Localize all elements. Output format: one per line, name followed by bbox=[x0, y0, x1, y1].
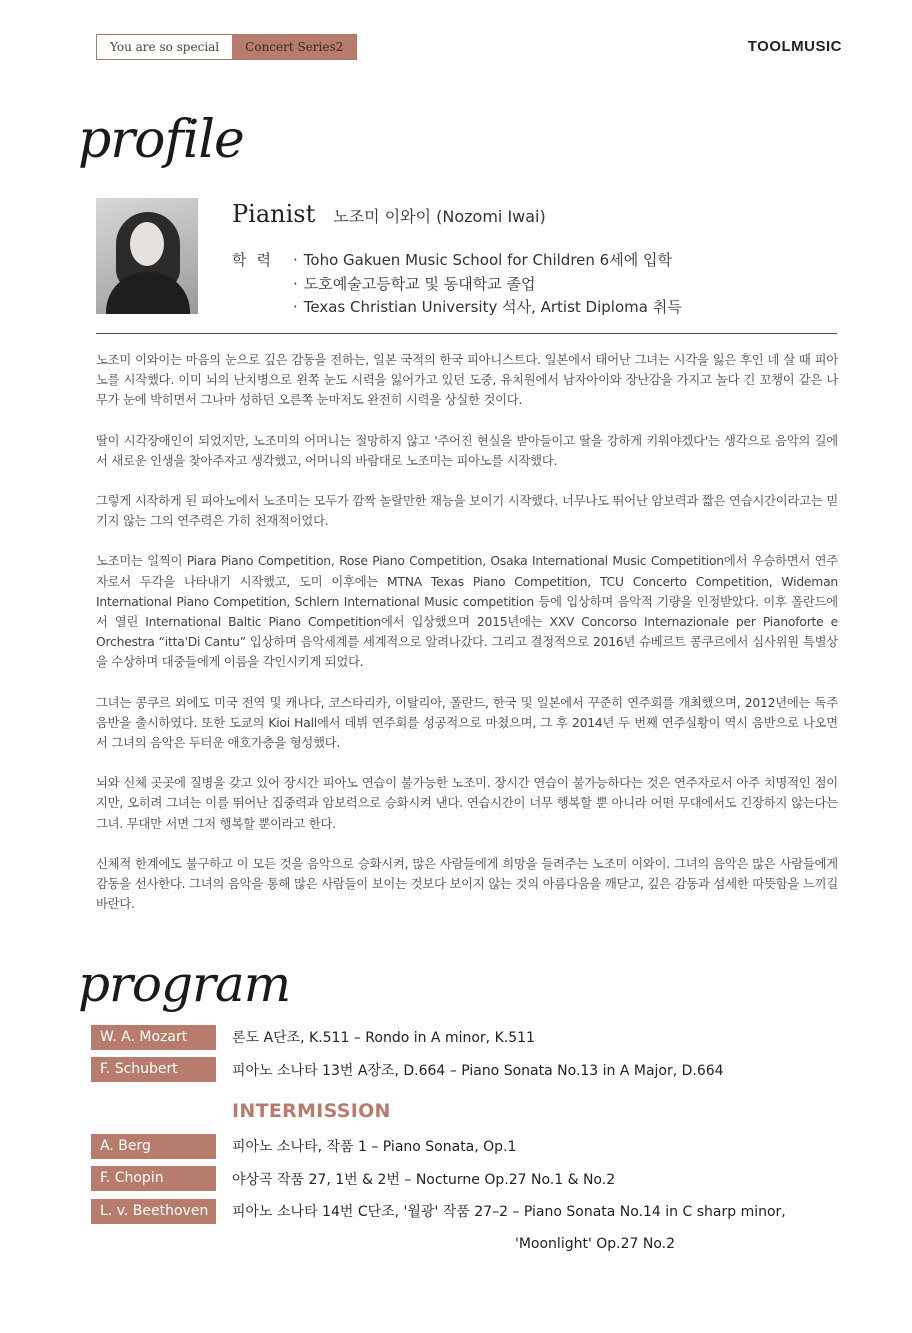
series-tags bbox=[96, 34, 357, 60]
composer-badge: L. v. Beethoven bbox=[91, 1199, 216, 1224]
bio-paragraph: 딸이 시각장애인이 되었지만, 노조미의 어머니는 절망하지 않고 '주어진 현실을 받아들이고 딸을 강하게 키워야겠다'는 생각으로 음악의 길에서 새로운 인생을 찾아주자고 생각했고, 어머니의 바람대로 노조미는 피아노를 시작했다. bbox=[96, 433, 838, 468]
education-item: · 도호예술고등학교 및 동대학교 졸업 bbox=[293, 273, 682, 297]
composer-badge: A. Berg bbox=[91, 1134, 216, 1159]
program-row bbox=[91, 1057, 851, 1083]
pianist-role: Pianist bbox=[232, 200, 316, 228]
intermission-label: INTERMISSION bbox=[232, 1100, 391, 1122]
bio-paragraph: 그녀는 콩쿠르 외에도 미국 전역 및 캐나다, 코스타리카, 이탈리아, 폴란드, 한국 및 일본에서 꾸준히 연주회를 개최했으며, 2012년에는 독주음반을 출시하였다. 또한 도쿄의 Kioi Hall에서 데뷔 연주회를 성공적으로 마쳤으며, 그 후 2014년 두 번째 연주실황이 역시 음반으로 나오면서 그녀의 음악은 두터운 애호가층을 형성했다. bbox=[96, 695, 838, 751]
education-list bbox=[293, 249, 682, 320]
tag-you-are-so-special: You are so special bbox=[97, 35, 232, 59]
divider bbox=[96, 333, 837, 334]
bio-paragraph: 신체적 한계에도 불구하고 이 모든 것을 음악으로 승화시켜, 많은 사람들에게 희망을 들려주는 노조미 이와이. 그녀의 음악은 많은 사람들에게 감동을 선사한다. 그녀의 음악을 통해 많은 사람들이 보이는 것보다 보이지 않는 것의 아름다움을 깨닫고, 깊은 감동과 섬세한 따뜻함을 느끼길 바란다. bbox=[96, 856, 838, 912]
bio-paragraph: 노조미 이와이는 마음의 눈으로 깊은 감동을 전하는, 일본 국적의 한국 피아니스트다. 일본에서 태어난 그녀는 시각을 잃은 후인 네 살 때 피아노를 시작했다. 이미 뇌의 난치병으로 왼쪽 눈도 시력을 잃어가고 있던 도중, 유치원에서 남자아이와 장난감을 가지고 놀다 긴 꼬챙이 같은 나무가 눈에 박히면서 그나마 성하던 오른쪽 눈마저도 완전히 시력을 상실한 것이다. bbox=[96, 353, 838, 408]
program-row bbox=[91, 1024, 851, 1050]
biography bbox=[96, 350, 838, 934]
profile-heading: profile bbox=[78, 110, 244, 170]
bio-paragraph: 노조미는 일찍이 Piara Piano Competition, Rose Piano Competition, Osaka International Music Competition에서 우승하면서 연주자로서 두각을 나타내기 시작했고, 도미 이후에는 MTNA Texas Piano Competition, TCU Concerto Competition, Wideman International Piano Competition, Schlern International Music competition 등에 입상하며 음악적 기량을 인정받았다. 이후 폴란드에서 열린 International Baltic Piano Competition에서 입상했으며 2015년에는 XXV Concorso Internazionale per Pianoforte e Orchestra “itta'Di Cantu” 입상하며 음악세계를 세계적으로 알려나갔다. 그리고 결정적으로 2016년 슈베르트 콩쿠르에서 심사위원 특별상을 수상하며 대중들에게 이름을 각인시키게 되었다. bbox=[96, 554, 838, 670]
piece-title-continuation: 'Moonlight' Op.27 No.2 bbox=[515, 1235, 676, 1252]
tag-concert-series: Concert Series2 bbox=[232, 35, 356, 59]
piece-title: 피아노 소나타, 작품 1 – Piano Sonata, Op.1 bbox=[232, 1139, 517, 1155]
education-item: · Texas Christian University 석사, Artist Diploma 취득 bbox=[293, 296, 682, 320]
piece-title: 야상곡 작품 27, 1번 & 2번 – Nocturne Op.27 No.1 & No.2 bbox=[232, 1171, 616, 1188]
pianist-header bbox=[232, 200, 546, 228]
piece-title: 피아노 소나타 13번 A장조, D.664 – Piano Sonata No.13 in A Major, D.664 bbox=[232, 1062, 724, 1079]
piece-title: 피아노 소나타 14번 C단조, '월광' 작품 27–2 – Piano Sonata No.14 in C sharp minor, bbox=[232, 1204, 786, 1220]
program-row bbox=[91, 1133, 851, 1159]
program-row bbox=[91, 1166, 851, 1192]
composer-badge: W. A. Mozart bbox=[91, 1025, 216, 1050]
bio-paragraph: 그렇게 시작하게 된 피아노에서 노조미는 모두가 깜짝 놀랄만한 재능을 보이기 시작했다. 너무나도 뛰어난 암보력과 짧은 연습시간이라고는 믿기지 않는 그의 연주력은 가히 천재적이었다. bbox=[96, 494, 838, 529]
composer-badge: F. Schubert bbox=[91, 1057, 216, 1082]
composer-badge: F. Chopin bbox=[91, 1166, 216, 1191]
pianist-name: 노조미 이와이 (Nozomi Iwai) bbox=[333, 207, 546, 226]
education-label: 학력 bbox=[232, 251, 281, 269]
bio-paragraph: 뇌와 신체 곳곳에 질병을 갖고 있어 장시간 피아노 연습이 불가능한 노조미. 장시간 연습이 불가능하다는 것은 연주자로서 아주 치명적인 점이지만, 오히려 그녀는 이를 뛰어난 집중력과 암보력으로 승화시켜 낸다. 연습시간이 너무 행복할 뿐 아니라 어떤 무대에서도 긴장하지 않는다는 그녀. 무대만 서면 그저 행복할 뿐이라고 한다. bbox=[96, 776, 838, 831]
pianist-photo bbox=[96, 198, 198, 314]
brand-logo: TOOLMUSIC bbox=[747, 38, 842, 55]
program-heading: program bbox=[78, 955, 291, 1013]
education-item: · Toho Gakuen Music School for Children 6세에 입학 bbox=[293, 249, 682, 273]
piece-title: 론도 A단조, K.511 – Rondo in A minor, K.511 bbox=[232, 1030, 535, 1046]
program-row bbox=[91, 1198, 851, 1224]
program-list bbox=[91, 1024, 851, 1257]
